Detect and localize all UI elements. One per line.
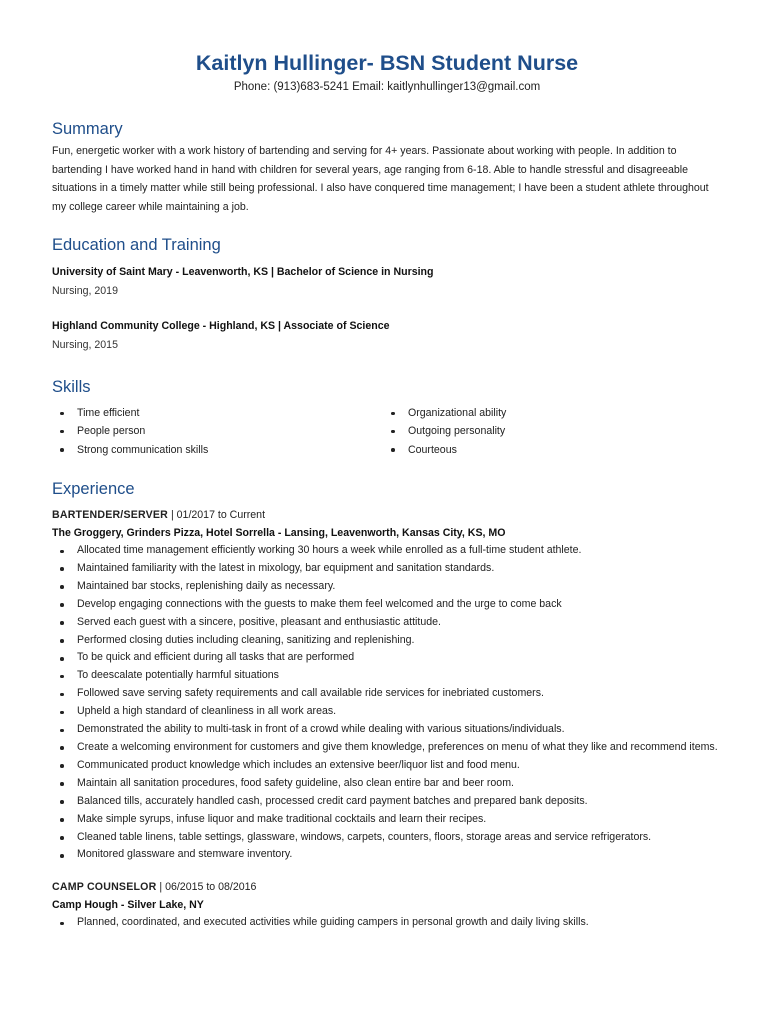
summary-heading: Summary [52, 120, 123, 138]
education-item [52, 318, 722, 354]
experience-heading: Experience [52, 480, 135, 498]
duty-item: Served each guest with a sincere, positive, pleasant and enthusiastic attitude. [52, 614, 722, 632]
job-header [52, 878, 722, 896]
experience-section [52, 478, 722, 932]
duty-item: Planned, coordinated, and executed activities while guiding campers in personal growth and daily living skills. [52, 914, 722, 932]
duty-item: Communicated product knowledge which includes an extensive beer/liquor list and food menu. [52, 757, 722, 775]
skills-section [52, 376, 722, 459]
duty-item: Upheld a high standard of cleanliness in all work areas. [52, 703, 722, 721]
job-entry [52, 506, 722, 864]
job-dates: | 01/2017 to Current [168, 509, 266, 521]
job-duties [52, 542, 722, 864]
skill-item: People person [52, 422, 383, 440]
duty-item: Maintained familiarity with the latest in mixology, bar equipment and sanitation standards. [52, 560, 722, 578]
skill-item: Outgoing personality [383, 422, 713, 440]
education-heading: Education and Training [52, 236, 221, 254]
resume-page [52, 48, 722, 929]
duty-item: Performed closing duties including cleaning, sanitizing and replenishing. [52, 632, 722, 650]
skill-item: Organizational ability [383, 404, 713, 422]
duty-item: Maintain all sanitation procedures, food safety guideline, also clean entire bar and beer room. [52, 775, 722, 793]
duty-item: Make simple syrups, infuse liquor and make traditional cocktails and learn their recipes. [52, 811, 722, 829]
summary-text: Fun, energetic worker with a work history of bartending and serving for 4+ years. Passionate about working with people. In addition to bartending I have worked hand in hand with children for several years, age ranging from 6-18. Able to handle stressful and disagreeable situations in a timely matter while still being professional. I also have conquered time management; I have been a student athlete throughout my college career while maintaining a job. [52, 145, 709, 213]
skill-item: Courteous [383, 441, 713, 459]
education-degree: Highland Community College - Highland, KS | Associate of Science [52, 320, 390, 332]
duty-item: Maintained bar stocks, replenishing daily as necessary. [52, 578, 722, 596]
duty-item: Cleaned table linens, table settings, glassware, windows, carpets, counters, floors, storage areas and service refrigerators. [52, 829, 722, 847]
summary-section [52, 118, 722, 216]
duty-item: To deescalate potentially harmful situations [52, 667, 722, 685]
skill-item: Strong communication skills [52, 441, 383, 459]
duty-item: Allocated time management efficiently working 30 hours a week while enrolled as a full-time student athlete. [52, 542, 722, 560]
job-header [52, 506, 722, 524]
education-section [52, 234, 722, 354]
skills-list [52, 404, 722, 459]
job-employer: Camp Hough - Silver Lake, NY [52, 899, 204, 912]
duty-item: To be quick and efficient during all tasks that are performed [52, 649, 722, 667]
job-dates: | 06/2015 to 08/2016 [156, 881, 257, 894]
duty-item: Create a welcoming environment for customers and give them knowledge, preferences on menu of what they like and recommend items. [52, 739, 722, 757]
job-employer: The Groggery, Grinders Pizza, Hotel Sorrella - Lansing, Leavenworth, Kansas City, KS, MO [52, 527, 506, 539]
job-duties [52, 914, 722, 932]
contact-info: Phone: (913)683-5241 Email: kaitlynhullinger13@gmail.com [233, 81, 541, 93]
job-entry [52, 878, 722, 932]
duty-item: Followed save serving safety requirements and call available ride services for inebriated customers. [52, 685, 722, 703]
duty-item: Develop engaging connections with the guests to make them feel welcomed and the urge to come back [52, 596, 722, 614]
education-field-year: Nursing, 2019 [52, 285, 118, 297]
skill-item: Time efficient [52, 404, 383, 422]
job-title: BARTENDER/SERVER [52, 509, 169, 521]
duty-item: Balanced tills, accurately handled cash, processed credit card payment batches and prepared bank deposits. [52, 793, 722, 811]
duty-item: Monitored glassware and stemware inventory. [52, 846, 722, 864]
candidate-name: Kaitlyn Hullinger- BSN Student Nurse [195, 51, 579, 75]
skills-heading: Skills [52, 378, 91, 396]
job-title: CAMP COUNSELOR [52, 881, 157, 894]
education-field-year: Nursing, 2015 [52, 339, 118, 351]
duty-item: Demonstrated the ability to multi-task in front of a crowd while dealing with various situations/individuals. [52, 721, 722, 739]
education-item [52, 264, 722, 300]
education-degree: University of Saint Mary - Leavenworth, KS | Bachelor of Science in Nursing [52, 266, 434, 278]
